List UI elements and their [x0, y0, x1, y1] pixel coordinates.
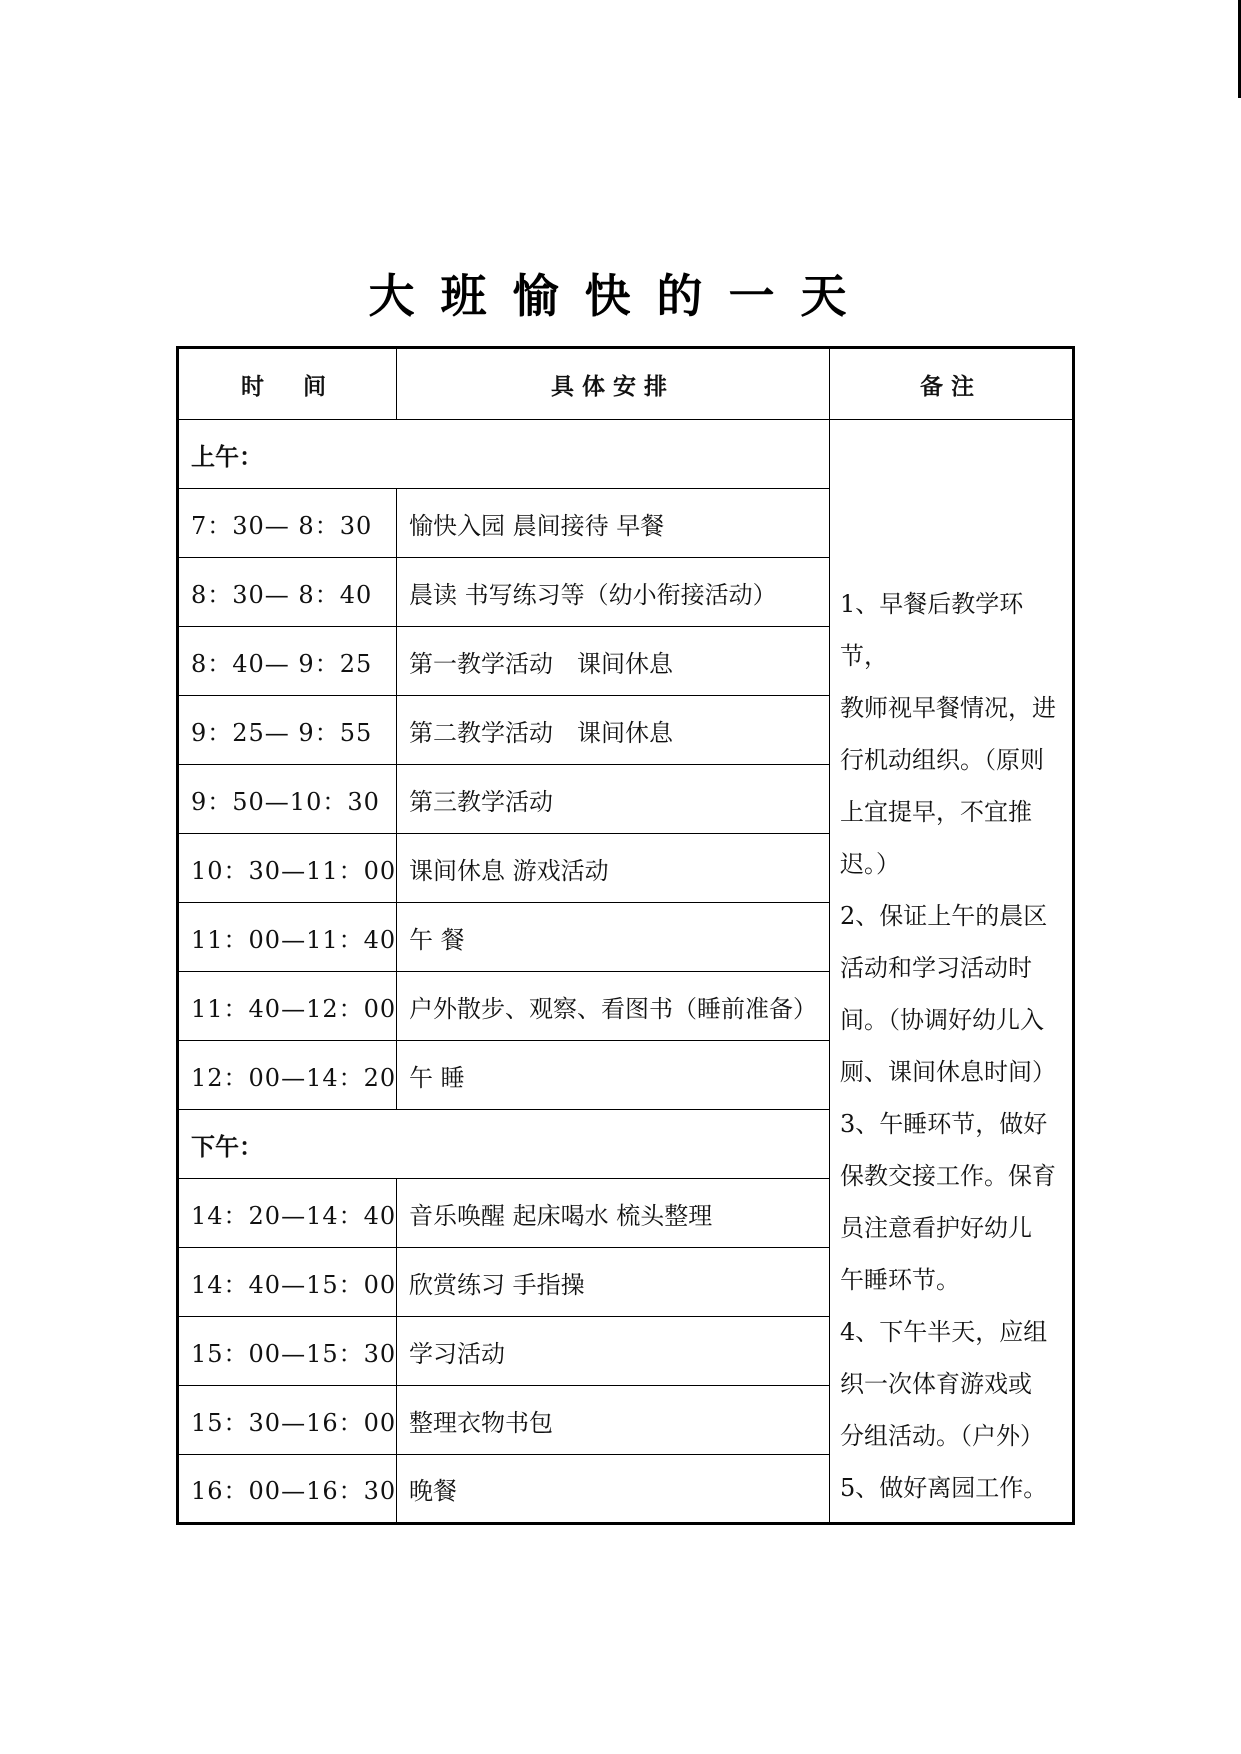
note-line: 织一次体育游戏或 [840, 1370, 1032, 1398]
time-cell: 16：00—16：30 [178, 1455, 397, 1524]
note-line: 员注意看护好幼儿 [840, 1214, 1032, 1242]
time-cell: 7：30— 8：30 [178, 489, 397, 558]
notes-list [840, 578, 1062, 1514]
activity-cell: 课间休息 游戏活动 [397, 834, 830, 903]
time-cell: 14：40—15：00 [178, 1248, 397, 1317]
activity-cell: 户外散步、观察、看图书（睡前准备） [397, 972, 830, 1041]
time-cell: 11：00—11：40 [178, 903, 397, 972]
note-line: 5、做好离园工作。 [840, 1474, 1048, 1502]
time-cell: 8：30— 8：40 [178, 558, 397, 627]
activity-cell: 午 睡 [397, 1041, 830, 1110]
activity-cell: 音乐唤醒 起床喝水 梳头整理 [397, 1179, 830, 1248]
note-line: 活动和学习活动时 [840, 954, 1032, 982]
time-cell: 15：00—15：30 [178, 1317, 397, 1386]
activity-cell: 整理衣物书包 [397, 1386, 830, 1455]
time-cell: 14：20—14：40 [178, 1179, 397, 1248]
note-line: 2、保证上午的晨区 [840, 902, 1048, 930]
time-column-header: 时 间 [178, 348, 397, 420]
note-column-header: 备注 [830, 348, 1074, 420]
note-line: 4、下午半天，应组 [840, 1318, 1048, 1346]
time-cell: 8：40— 9：25 [178, 627, 397, 696]
activity-cell: 晚餐 [397, 1455, 830, 1524]
note-line: 1、早餐后教学环节， [840, 590, 1024, 670]
activity-cell: 第三教学活动 [397, 765, 830, 834]
time-cell: 11：40—12：00 [178, 972, 397, 1041]
note-line: 分组活动。（户外） [840, 1422, 1044, 1450]
morning-section-row [178, 420, 1074, 489]
activity-cell: 学习活动 [397, 1317, 830, 1386]
page-title: 大班愉快的一天 [368, 269, 873, 323]
activity-cell: 欣赏练习 手指操 [397, 1248, 830, 1317]
morning-label: 上午： [178, 420, 830, 489]
note-line: 间。（协调好幼儿入 [840, 1006, 1044, 1034]
activity-cell: 午 餐 [397, 903, 830, 972]
activity-cell: 晨读 书写练习等（幼小衔接活动） [397, 558, 830, 627]
header-row [178, 348, 1074, 420]
note-line: 行机动组织。（原则 [840, 746, 1044, 774]
note-line: 厕、课间休息时间） [840, 1058, 1056, 1086]
afternoon-label: 下午： [178, 1110, 830, 1179]
notes-cell [830, 420, 1074, 1524]
time-cell: 9：25— 9：55 [178, 696, 397, 765]
note-line: 午睡环节。 [840, 1266, 960, 1294]
time-cell: 9：50—10：30 [178, 765, 397, 834]
activity-cell: 愉快入园 晨间接待 早餐 [397, 489, 830, 558]
schedule-table [176, 346, 1075, 1525]
time-cell: 15：30—16：00 [178, 1386, 397, 1455]
activity-cell: 第二教学活动 课间休息 [397, 696, 830, 765]
note-line: 3、午睡环节，做好 [840, 1110, 1048, 1138]
note-line: 上宜提早，不宜推 [840, 798, 1032, 826]
note-line: 迟。） [840, 850, 900, 878]
note-line: 教师视早餐情况，进 [840, 694, 1056, 722]
time-cell: 10：30—11：00 [178, 834, 397, 903]
activity-cell: 第一教学活动 课间休息 [397, 627, 830, 696]
time-cell: 12：00—14：20 [178, 1041, 397, 1110]
activity-column-header: 具体安排 [397, 348, 830, 420]
schedule-body [178, 420, 1074, 1524]
note-line: 保教交接工作。保育 [840, 1162, 1056, 1190]
